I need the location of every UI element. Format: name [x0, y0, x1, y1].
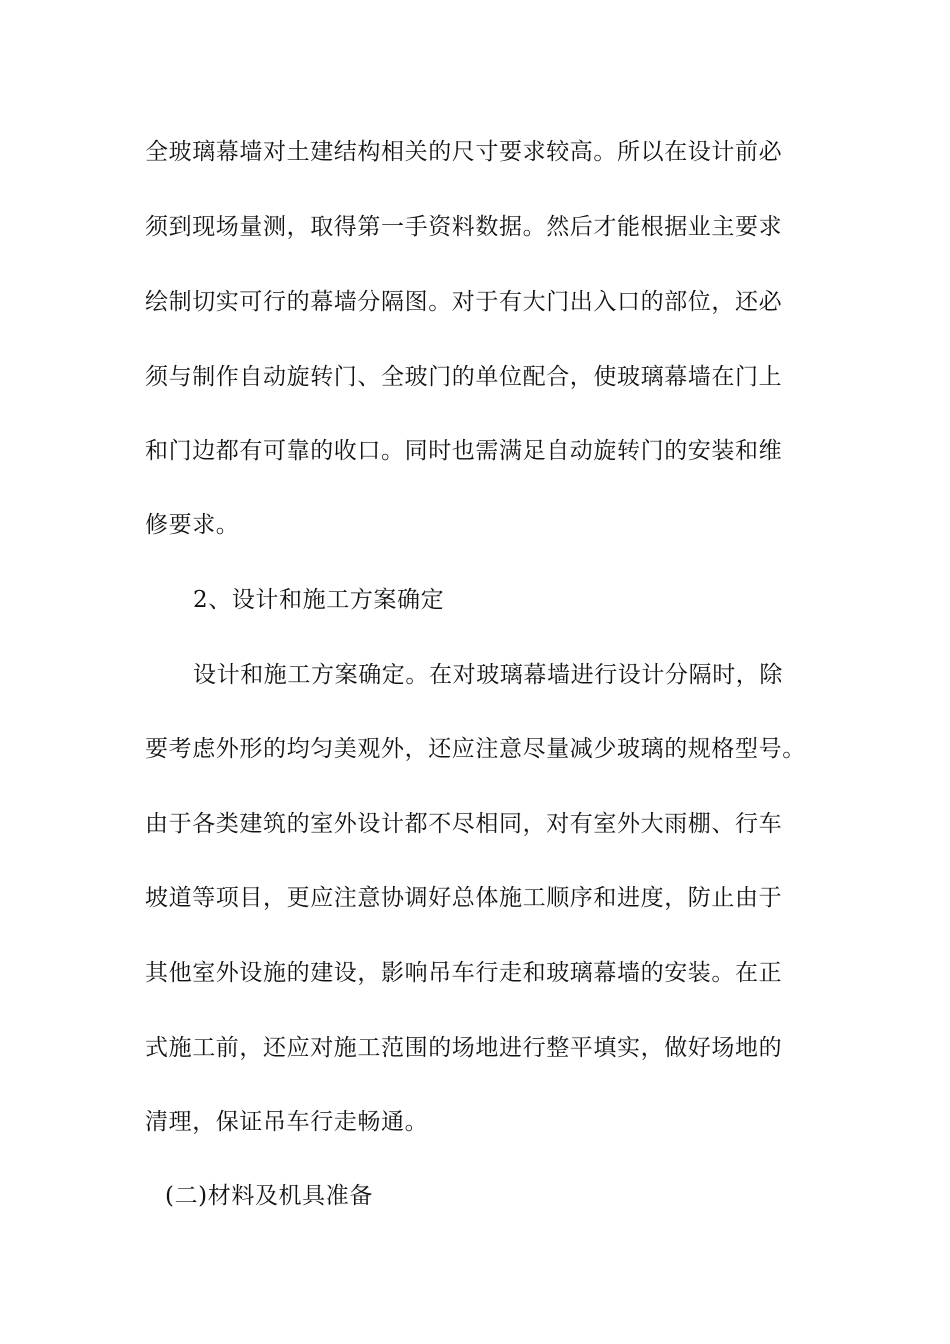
paragraph-line: 和门边都有可靠的收口。同时也需满足自动旋转门的安装和维	[145, 438, 783, 464]
paragraph-line: 须与制作自动旋转门、全玻门的单位配合，使玻璃幕墙在门上	[145, 364, 783, 390]
paragraph-line: 其他室外设施的建设，影响吊车行走和玻璃幕墙的安装。在正	[145, 960, 783, 986]
paragraph-line: 式施工前，还应对施工范围的场地进行整平填实，做好场地的	[145, 1035, 783, 1061]
section-heading: (二)材料及机具准备	[165, 1183, 373, 1209]
paragraph-line: 由于各类建筑的室外设计都不尽相同，对有室外大雨棚、行车	[145, 811, 783, 837]
paragraph-line: 要考虑外形的均匀美观外，还应注意尽量减少玻璃的规格型号。	[145, 736, 806, 762]
paragraph-line: 须到现场量测，取得第一手资料数据。然后才能根据业主要求	[145, 214, 783, 240]
paragraph-line: 清理，保证吊车行走畅通。	[145, 1109, 429, 1135]
paragraph-line: 修要求。	[145, 512, 240, 538]
section-heading: 2、设计和施工方案确定	[193, 587, 445, 613]
paragraph-line: 绘制切实可行的幕墙分隔图。对于有大门出入口的部位，还必	[145, 289, 783, 315]
paragraph-line: 坡道等项目，更应注意协调好总体施工顺序和进度，防止由于	[145, 885, 783, 911]
paragraph-line: 设计和施工方案确定。在对玻璃幕墙进行设计分隔时，除	[193, 662, 783, 688]
paragraph-line: 全玻璃幕墙对土建结构相关的尺寸要求较高。所以在设计前必	[145, 139, 783, 165]
